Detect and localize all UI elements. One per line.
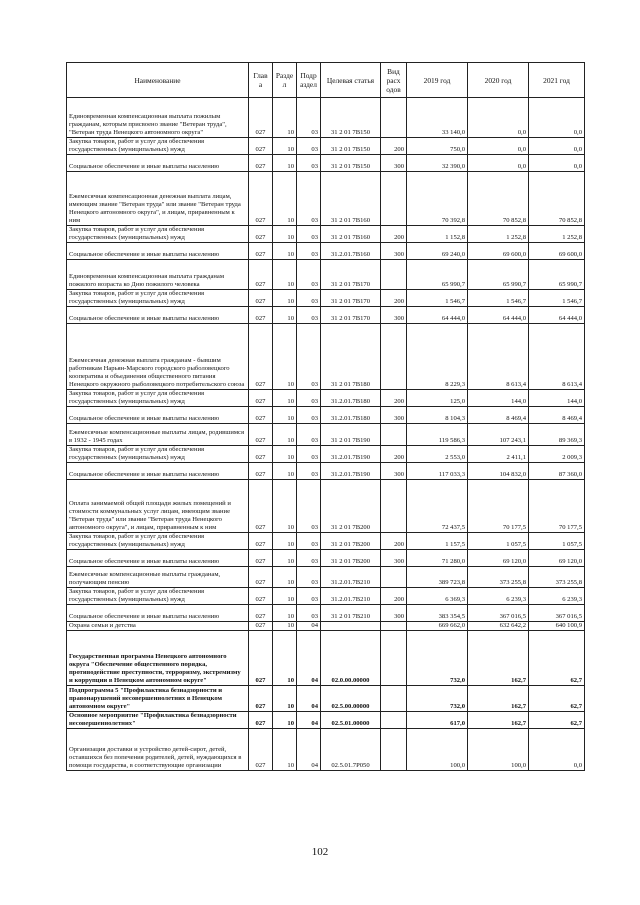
amount-2019-cell: 125,0 [407, 390, 468, 407]
amount-2019-cell: 669 662,0 [407, 622, 468, 631]
subsection-cell: 03 [297, 243, 321, 260]
table-row [67, 424, 585, 446]
amount-2020-cell: 0,0 [468, 155, 529, 172]
section-cell: 10 [273, 631, 297, 686]
table-row [67, 324, 585, 390]
row-name-cell: Организация доставки и устройство детей-сирот, детей, оставшихся без попечения родителей, детей, нуждающихся в помощи государства, в соответствующие организации [67, 729, 249, 771]
row-name-cell: Закупка товаров, работ и услуг для обеспечения государственных (муниципальных) нужд [67, 226, 249, 243]
subsection-cell: 03 [297, 446, 321, 463]
chapter-cell: 027 [249, 324, 273, 390]
target-article-cell: 31 2 01 7В160 [321, 226, 381, 243]
amount-2020-cell: 107 243,1 [468, 424, 529, 446]
target-article-cell: 02.5.00.00000 [321, 686, 381, 712]
chapter-cell: 027 [249, 533, 273, 550]
amount-2020-cell: 2 411,1 [468, 446, 529, 463]
amount-2019-cell: 8 229,3 [407, 324, 468, 390]
subsection-cell: 03 [297, 155, 321, 172]
budget-table-sheet [66, 62, 584, 771]
header-name: Наименование [67, 63, 249, 98]
section-cell: 10 [273, 533, 297, 550]
subsection-cell: 04 [297, 712, 321, 729]
row-name-cell: Ежемесячная компенсационная денежная выплата лицам, имеющим звание "Ветеран труда" или звание "Ветеран труда Ненецкого автономного округа", и лицам, приравненным к ним [67, 172, 249, 226]
target-article-cell: 31 2 01 7В200 [321, 480, 381, 533]
table-row [67, 729, 585, 771]
target-article-cell [321, 622, 381, 631]
expense-type-cell [381, 622, 407, 631]
table-row [67, 622, 585, 631]
amount-2020-cell: 69 600,0 [468, 243, 529, 260]
section-cell: 10 [273, 686, 297, 712]
table-row [67, 226, 585, 243]
amount-2019-cell: 389 723,8 [407, 567, 468, 588]
budget-table [66, 62, 585, 771]
amount-2021-cell: 1 546,7 [529, 290, 585, 307]
row-name-cell: Социальное обеспечение и иные выплаты населению [67, 243, 249, 260]
amount-2021-cell: 70 177,5 [529, 480, 585, 533]
amount-2020-cell: 70 177,5 [468, 480, 529, 533]
chapter-cell: 027 [249, 463, 273, 480]
table-row [67, 307, 585, 324]
expense-type-cell [381, 686, 407, 712]
amount-2021-cell: 0,0 [529, 729, 585, 771]
chapter-cell: 027 [249, 550, 273, 567]
expense-type-cell: 200 [381, 138, 407, 155]
table-row [67, 463, 585, 480]
header-target-article: Целевая статья [321, 63, 381, 98]
chapter-cell: 027 [249, 260, 273, 290]
target-article-cell: 31 2 01 7В170 [321, 290, 381, 307]
amount-2020-cell: 69 120,0 [468, 550, 529, 567]
section-cell: 10 [273, 155, 297, 172]
amount-2020-cell: 632 642,2 [468, 622, 529, 631]
header-subsection: Подр аздел [297, 63, 321, 98]
amount-2021-cell: 1 252,8 [529, 226, 585, 243]
chapter-cell: 027 [249, 588, 273, 605]
amount-2021-cell: 69 600,0 [529, 243, 585, 260]
amount-2020-cell: 104 832,0 [468, 463, 529, 480]
amount-2020-cell: 64 444,0 [468, 307, 529, 324]
subsection-cell: 04 [297, 622, 321, 631]
expense-type-cell: 300 [381, 307, 407, 324]
amount-2021-cell: 0,0 [529, 138, 585, 155]
section-cell: 10 [273, 407, 297, 424]
row-name-cell: Закупка товаров, работ и услуг для обеспечения государственных (муниципальных) нужд [67, 588, 249, 605]
expense-type-cell: 200 [381, 226, 407, 243]
table-row [67, 686, 585, 712]
amount-2020-cell: 70 852,8 [468, 172, 529, 226]
row-name-cell: Оплата занимаемой общей площади жилых помещений и стоимости коммунальных услуг лицам, имеющим звание "Ветеран труда" или звание "Ветеран труда Ненецкого автономного округа", и лицам, приравненным к ним [67, 480, 249, 533]
section-cell: 10 [273, 307, 297, 324]
row-name-cell: Социальное обеспечение и иные выплаты населению [67, 463, 249, 480]
chapter-cell: 027 [249, 567, 273, 588]
section-cell: 10 [273, 480, 297, 533]
row-name-cell: Закупка товаров, работ и услуг для обеспечения государственных (муниципальных) нужд [67, 138, 249, 155]
chapter-cell: 027 [249, 407, 273, 424]
amount-2021-cell: 62,7 [529, 631, 585, 686]
row-name-cell: Подпрограмма 5 "Профилактика безнадзорности и правонарушений несовершеннолетних в Ненецком автономном округе" [67, 686, 249, 712]
expense-type-cell [381, 424, 407, 446]
expense-type-cell [381, 567, 407, 588]
amount-2019-cell: 1 152,8 [407, 226, 468, 243]
section-cell: 10 [273, 605, 297, 622]
amount-2020-cell: 367 016,5 [468, 605, 529, 622]
expense-type-cell: 300 [381, 605, 407, 622]
expense-type-cell [381, 712, 407, 729]
subsection-cell: 03 [297, 550, 321, 567]
expense-type-cell: 200 [381, 533, 407, 550]
expense-type-cell [381, 631, 407, 686]
chapter-cell: 027 [249, 226, 273, 243]
table-row [67, 390, 585, 407]
amount-2021-cell: 373 255,8 [529, 567, 585, 588]
target-article-cell: 31.2.01.7В160 [321, 243, 381, 260]
section-cell: 10 [273, 446, 297, 463]
section-cell: 10 [273, 138, 297, 155]
chapter-cell: 027 [249, 424, 273, 446]
row-name-cell: Социальное обеспечение и иные выплаты населению [67, 155, 249, 172]
target-article-cell: 31 2 01 7В150 [321, 138, 381, 155]
subsection-cell: 03 [297, 463, 321, 480]
row-name-cell: Закупка товаров, работ и услуг для обеспечения государственных (муниципальных) нужд [67, 290, 249, 307]
amount-2019-cell: 732,0 [407, 631, 468, 686]
amount-2021-cell: 8 469,4 [529, 407, 585, 424]
target-article-cell: 31.2.01.7В210 [321, 567, 381, 588]
expense-type-cell: 200 [381, 290, 407, 307]
subsection-cell: 04 [297, 686, 321, 712]
target-article-cell: 31.2.01.7В190 [321, 446, 381, 463]
header-2019: 2019 год [407, 63, 468, 98]
amount-2020-cell: 373 255,8 [468, 567, 529, 588]
row-name-cell: Социальное обеспечение и иные выплаты населению [67, 550, 249, 567]
amount-2021-cell: 144,0 [529, 390, 585, 407]
subsection-cell: 03 [297, 390, 321, 407]
row-name-cell: Ежемесячные компенсационные выплаты гражданам, получающим пенсию [67, 567, 249, 588]
amount-2019-cell: 70 392,8 [407, 172, 468, 226]
subsection-cell: 03 [297, 533, 321, 550]
expense-type-cell [381, 172, 407, 226]
amount-2019-cell: 1 157,5 [407, 533, 468, 550]
section-cell: 10 [273, 260, 297, 290]
chapter-cell: 027 [249, 138, 273, 155]
chapter-cell: 027 [249, 98, 273, 138]
chapter-cell: 027 [249, 729, 273, 771]
subsection-cell: 03 [297, 226, 321, 243]
target-article-cell: 02.5.01.7Р050 [321, 729, 381, 771]
header-expense-type: Вид расх одов [381, 63, 407, 98]
row-name-cell: Единовременная компенсационная выплата пожилым гражданам, которым присвоено звание "Ветеран труда", "Ветеран труда Ненецкого автономного округа" [67, 98, 249, 138]
amount-2021-cell: 65 990,7 [529, 260, 585, 290]
amount-2019-cell: 8 104,3 [407, 407, 468, 424]
section-cell: 10 [273, 390, 297, 407]
amount-2020-cell: 144,0 [468, 390, 529, 407]
table-row [67, 243, 585, 260]
table-row [67, 446, 585, 463]
table-row [67, 605, 585, 622]
section-cell: 10 [273, 463, 297, 480]
section-cell: 10 [273, 567, 297, 588]
chapter-cell: 027 [249, 172, 273, 226]
amount-2020-cell: 162,7 [468, 712, 529, 729]
subsection-cell: 03 [297, 290, 321, 307]
row-name-cell: Закупка товаров, работ и услуг для обеспечения государственных (муниципальных) нужд [67, 446, 249, 463]
chapter-cell: 027 [249, 712, 273, 729]
subsection-cell: 03 [297, 98, 321, 138]
row-name-cell: Социальное обеспечение и иные выплаты населению [67, 407, 249, 424]
chapter-cell: 027 [249, 390, 273, 407]
page-number: 102 [311, 846, 329, 858]
amount-2020-cell: 6 239,3 [468, 588, 529, 605]
amount-2021-cell: 0,0 [529, 155, 585, 172]
expense-type-cell: 200 [381, 446, 407, 463]
target-article-cell: 31 2 01 7В200 [321, 533, 381, 550]
amount-2019-cell: 32 390,0 [407, 155, 468, 172]
table-row [67, 712, 585, 729]
amount-2019-cell: 117 033,3 [407, 463, 468, 480]
chapter-cell: 027 [249, 622, 273, 631]
section-cell: 10 [273, 424, 297, 446]
header-2020: 2020 год [468, 63, 529, 98]
expense-type-cell [381, 480, 407, 533]
section-cell: 10 [273, 226, 297, 243]
subsection-cell: 04 [297, 729, 321, 771]
amount-2019-cell: 383 354,5 [407, 605, 468, 622]
section-cell: 10 [273, 324, 297, 390]
expense-type-cell [381, 324, 407, 390]
target-article-cell: 31.2.01.7В180 [321, 390, 381, 407]
amount-2020-cell: 162,7 [468, 631, 529, 686]
target-article-cell: 02.5.01.00000 [321, 712, 381, 729]
section-cell: 10 [273, 729, 297, 771]
target-article-cell: 31 2 01 7В170 [321, 307, 381, 324]
amount-2019-cell: 72 437,5 [407, 480, 468, 533]
chapter-cell: 027 [249, 686, 273, 712]
table-row [67, 260, 585, 290]
chapter-cell: 027 [249, 446, 273, 463]
expense-type-cell [381, 729, 407, 771]
row-name-cell: Ежемесячные компенсационные выплаты лицам, родившимся в 1932 - 1945 годах [67, 424, 249, 446]
target-article-cell: 31 2 01 7В210 [321, 605, 381, 622]
subsection-cell: 03 [297, 567, 321, 588]
section-cell: 10 [273, 290, 297, 307]
target-article-cell: 31.2.01.7В190 [321, 463, 381, 480]
subsection-cell: 03 [297, 605, 321, 622]
amount-2020-cell: 100,0 [468, 729, 529, 771]
table-row [67, 533, 585, 550]
chapter-cell: 027 [249, 155, 273, 172]
amount-2019-cell: 100,0 [407, 729, 468, 771]
amount-2021-cell: 8 613,4 [529, 324, 585, 390]
table-row [67, 631, 585, 686]
amount-2019-cell: 750,0 [407, 138, 468, 155]
amount-2021-cell: 69 120,0 [529, 550, 585, 567]
header-chapter: Глав а [249, 63, 273, 98]
amount-2021-cell: 87 360,0 [529, 463, 585, 480]
amount-2019-cell: 617,0 [407, 712, 468, 729]
table-body [67, 98, 585, 771]
amount-2019-cell: 64 444,0 [407, 307, 468, 324]
amount-2020-cell: 65 990,7 [468, 260, 529, 290]
amount-2021-cell: 62,7 [529, 686, 585, 712]
subsection-cell: 03 [297, 424, 321, 446]
row-name-cell: Ежемесячная денежная выплата гражданам - бывшим работникам Нарьян-Марского городского рыболовецкого кооператива и объединения общественного питания Ненецкого окружного рыболовецкого потребительского союза [67, 324, 249, 390]
row-name-cell: Социальное обеспечение и иные выплаты населению [67, 605, 249, 622]
expense-type-cell: 300 [381, 243, 407, 260]
expense-type-cell [381, 260, 407, 290]
subsection-cell: 03 [297, 480, 321, 533]
row-name-cell: Социальное обеспечение и иные выплаты населению [67, 307, 249, 324]
section-cell: 10 [273, 712, 297, 729]
amount-2021-cell: 89 369,3 [529, 424, 585, 446]
table-row [67, 480, 585, 533]
amount-2019-cell: 33 140,0 [407, 98, 468, 138]
chapter-cell: 027 [249, 290, 273, 307]
amount-2019-cell: 71 280,0 [407, 550, 468, 567]
expense-type-cell: 200 [381, 588, 407, 605]
amount-2020-cell: 8 469,4 [468, 407, 529, 424]
amount-2020-cell: 8 613,4 [468, 324, 529, 390]
table-row [67, 567, 585, 588]
amount-2019-cell: 1 546,7 [407, 290, 468, 307]
amount-2019-cell: 119 586,3 [407, 424, 468, 446]
target-article-cell: 31.2.01.7В210 [321, 588, 381, 605]
section-cell: 10 [273, 243, 297, 260]
target-article-cell: 31 2 01 7В160 [321, 172, 381, 226]
amount-2019-cell: 69 240,0 [407, 243, 468, 260]
expense-type-cell: 300 [381, 550, 407, 567]
amount-2021-cell: 1 057,5 [529, 533, 585, 550]
chapter-cell: 027 [249, 480, 273, 533]
subsection-cell: 04 [297, 631, 321, 686]
amount-2020-cell: 1 252,8 [468, 226, 529, 243]
amount-2020-cell: 1 546,7 [468, 290, 529, 307]
chapter-cell: 027 [249, 605, 273, 622]
amount-2021-cell: 640 100,9 [529, 622, 585, 631]
subsection-cell: 03 [297, 324, 321, 390]
table-row [67, 138, 585, 155]
amount-2021-cell: 0,0 [529, 98, 585, 138]
section-cell: 10 [273, 550, 297, 567]
target-article-cell: 31 2 01 7В170 [321, 260, 381, 290]
amount-2021-cell: 62,7 [529, 712, 585, 729]
expense-type-cell [381, 98, 407, 138]
row-name-cell: Основное мероприятие "Профилактика безнадзорности несовершеннолетних" [67, 712, 249, 729]
section-cell: 10 [273, 98, 297, 138]
subsection-cell: 03 [297, 138, 321, 155]
row-name-cell: Единовременная компенсационная выплата гражданам пожилого возраста ко Дню пожилого человека [67, 260, 249, 290]
table-row [67, 172, 585, 226]
chapter-cell: 027 [249, 307, 273, 324]
chapter-cell: 027 [249, 243, 273, 260]
table-row [67, 98, 585, 138]
header-2021: 2021 год [529, 63, 585, 98]
subsection-cell: 03 [297, 407, 321, 424]
row-name-cell: Государственная программа Ненецкого автономного округа "Обеспечение общественного порядка, противодействие преступности, терроризму, экстремизму и коррупции в Ненецком автономном округе" [67, 631, 249, 686]
amount-2020-cell: 162,7 [468, 686, 529, 712]
subsection-cell: 03 [297, 260, 321, 290]
amount-2021-cell: 64 444,0 [529, 307, 585, 324]
target-article-cell: 31 2 01 7В150 [321, 98, 381, 138]
amount-2021-cell: 6 239,3 [529, 588, 585, 605]
header-section: Разде л [273, 63, 297, 98]
subsection-cell: 03 [297, 172, 321, 226]
subsection-cell: 03 [297, 588, 321, 605]
row-name-cell: Охрана семьи и детства [67, 622, 249, 631]
target-article-cell: 02.0.00.00000 [321, 631, 381, 686]
expense-type-cell: 300 [381, 407, 407, 424]
table-row [67, 290, 585, 307]
chapter-cell: 027 [249, 631, 273, 686]
row-name-cell: Закупка товаров, работ и услуг для обеспечения государственных (муниципальных) нужд [67, 390, 249, 407]
amount-2019-cell: 732,0 [407, 686, 468, 712]
section-cell: 10 [273, 622, 297, 631]
expense-type-cell: 300 [381, 155, 407, 172]
table-row [67, 407, 585, 424]
section-cell: 10 [273, 588, 297, 605]
amount-2019-cell: 6 369,3 [407, 588, 468, 605]
expense-type-cell: 300 [381, 463, 407, 480]
table-row [67, 155, 585, 172]
expense-type-cell: 200 [381, 390, 407, 407]
table-row [67, 550, 585, 567]
section-cell: 10 [273, 172, 297, 226]
amount-2019-cell: 65 990,7 [407, 260, 468, 290]
target-article-cell: 31 2 01 7В200 [321, 550, 381, 567]
target-article-cell: 31 2 01 7В190 [321, 424, 381, 446]
amount-2019-cell: 2 553,0 [407, 446, 468, 463]
amount-2020-cell: 0,0 [468, 98, 529, 138]
amount-2020-cell: 1 057,5 [468, 533, 529, 550]
amount-2021-cell: 367 016,5 [529, 605, 585, 622]
amount-2021-cell: 2 009,3 [529, 446, 585, 463]
target-article-cell: 31 2 01 7В180 [321, 324, 381, 390]
target-article-cell: 31 2 01 7В150 [321, 155, 381, 172]
header-row [67, 63, 585, 98]
subsection-cell: 03 [297, 307, 321, 324]
row-name-cell: Закупка товаров, работ и услуг для обеспечения государственных (муниципальных) нужд [67, 533, 249, 550]
target-article-cell: 31.2.01.7В180 [321, 407, 381, 424]
amount-2020-cell: 0,0 [468, 138, 529, 155]
amount-2021-cell: 70 852,8 [529, 172, 585, 226]
table-row [67, 588, 585, 605]
